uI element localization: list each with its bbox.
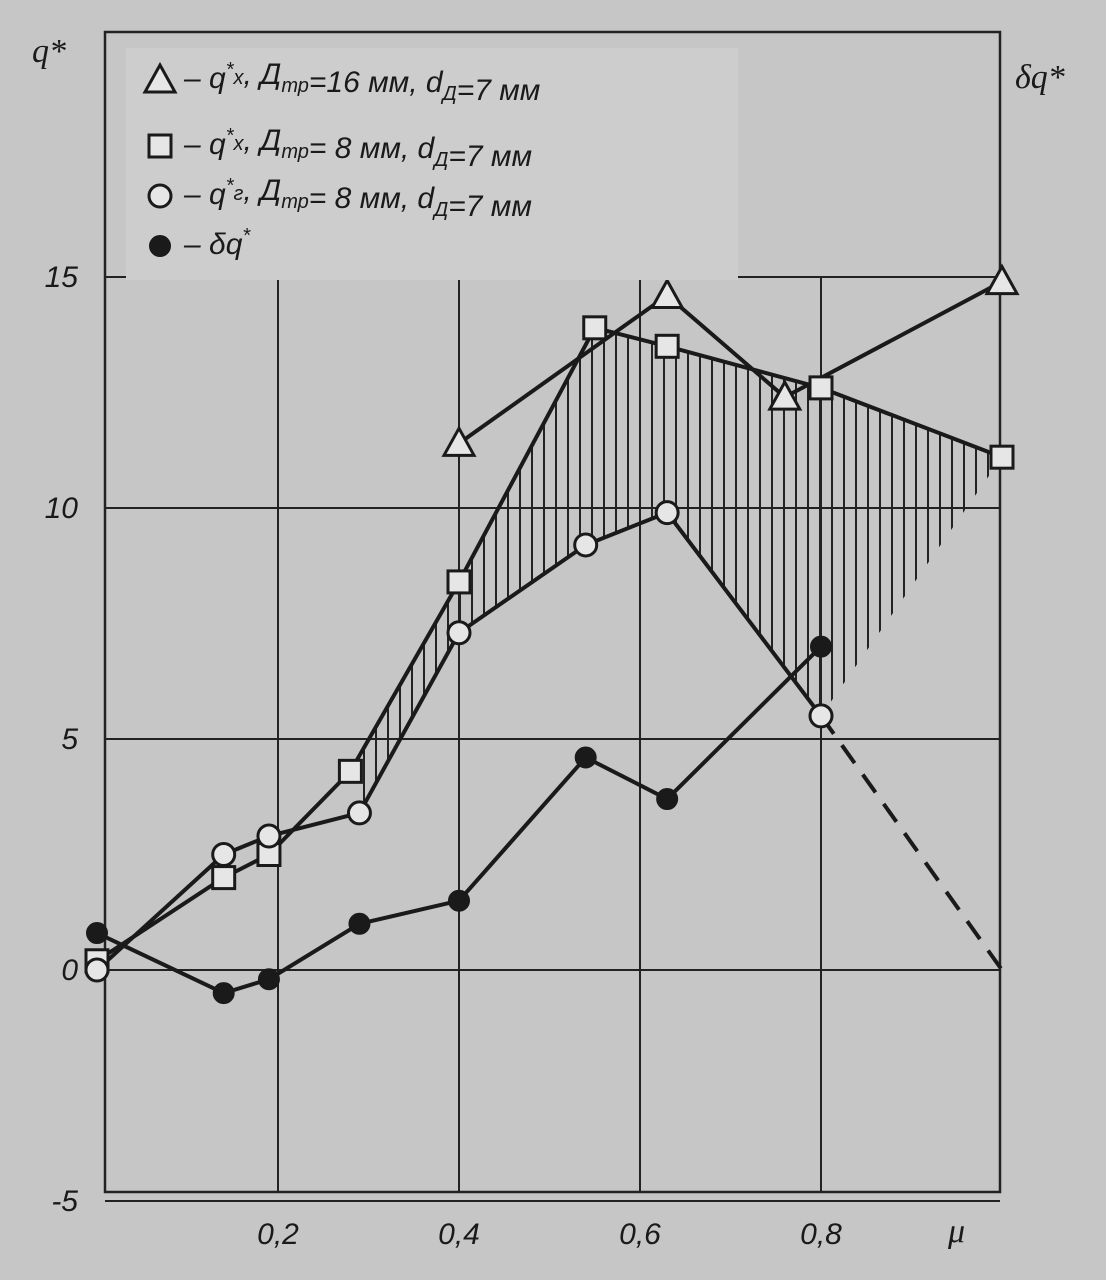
point-circle-open (86, 959, 108, 981)
point-square (810, 377, 832, 399)
point-circle-open (656, 502, 678, 524)
y-tick-label: -5 (51, 1185, 78, 1218)
y-tick-label: 10 (44, 492, 78, 525)
point-circle-open (213, 844, 235, 866)
point-circle-filled (657, 789, 677, 809)
point-circle-filled (811, 637, 831, 657)
x-axis-title: μ (948, 1213, 966, 1250)
point-circle-filled (87, 923, 107, 943)
point-circle-open (810, 705, 832, 727)
point-circle-filled (576, 747, 596, 767)
legend-entry: – $q^*_x$, $Д_{тр}=16$ мм, $d_Д=7$ мм (184, 58, 541, 107)
legend-entry: – $q^*_г$, $Д_{тр}= 8$ мм, $d_Д=7$ мм (184, 174, 532, 223)
point-square (339, 760, 361, 782)
legend-marker-circle-filled (150, 236, 170, 256)
point-circle-filled (349, 914, 369, 934)
x-tick-label: 0,4 (438, 1218, 480, 1251)
point-circle-open (575, 534, 597, 556)
point-circle-open (258, 825, 280, 847)
x-tick-label: 0,2 (257, 1218, 299, 1251)
point-circle-filled (214, 983, 234, 1003)
point-square (991, 446, 1013, 468)
x-tick-label: 0,6 (619, 1218, 661, 1251)
legend-marker-circle-open (149, 185, 171, 207)
point-circle-filled (449, 891, 469, 911)
x-tick-label: 0,8 (800, 1218, 842, 1251)
legend-entry: – $q^*_x$, $Д_{тр}= 8$ мм, $d_Д=7$ мм (184, 124, 533, 173)
legend-entry: – δq* (184, 225, 251, 261)
legend (126, 48, 738, 280)
point-circle-filled (259, 969, 279, 989)
point-square (584, 317, 606, 339)
y-axis-right-title: δq* (1015, 59, 1065, 96)
point-square (656, 335, 678, 357)
point-circle-open (448, 622, 470, 644)
point-square (448, 571, 470, 593)
y-tick-label: 0 (61, 954, 78, 987)
y-tick-label: 15 (44, 261, 78, 294)
y-tick-label: 5 (61, 723, 78, 756)
point-circle-open (348, 802, 370, 824)
point-square (213, 867, 235, 889)
y-axis-left-title: q* (32, 33, 66, 70)
legend-marker-square (149, 135, 171, 157)
